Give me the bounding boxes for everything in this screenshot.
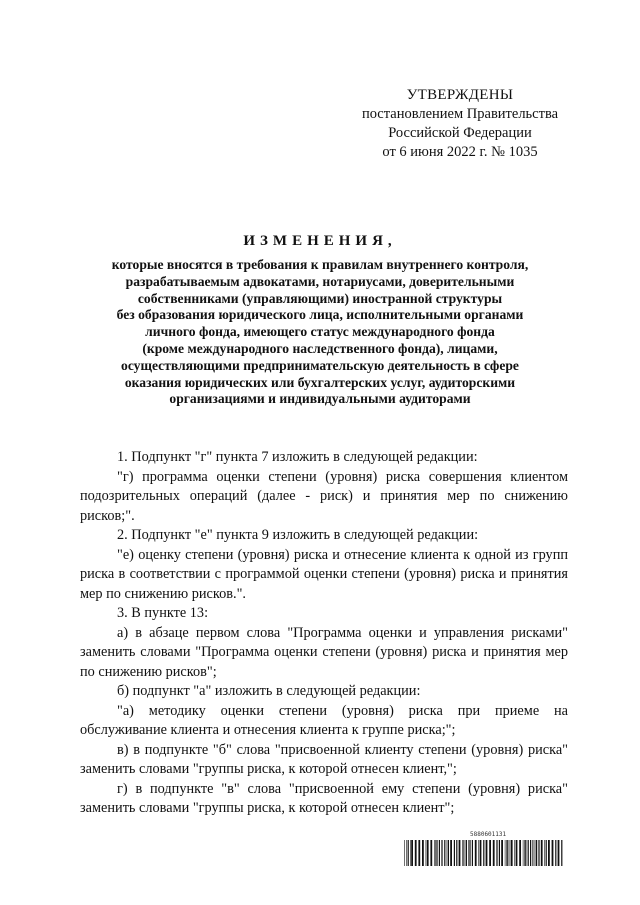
- barcode-bar: [427, 840, 429, 866]
- barcode-bar: [422, 840, 424, 866]
- barcode-bar: [519, 840, 521, 866]
- approval-heading: УТВЕРЖДЕНЫ: [406, 87, 514, 103]
- barcode-bar: [454, 840, 455, 866]
- barcode-bar: [462, 840, 463, 866]
- subtitle-line: без образования юридического лица, исполнительными органами: [116, 307, 524, 323]
- barcode-bar: [506, 840, 507, 866]
- barcode-number: 5880601131: [470, 831, 507, 838]
- paragraph-item-1: 1. Подпункт "г" пункта 7 изложить в следующей редакции:: [117, 449, 478, 465]
- barcode-bar: [493, 840, 495, 866]
- barcode-bar: [411, 840, 413, 866]
- barcode-bar: [544, 840, 545, 866]
- barcode-icon: [404, 840, 564, 866]
- barcode-bar: [499, 840, 500, 866]
- paragraph-item-2: 2. Подпункт "е" пункта 9 изложить в следующей редакции:: [117, 527, 479, 543]
- barcode-bar: [434, 840, 435, 866]
- barcode-bar: [541, 840, 543, 866]
- subtitle-line: которые вносятся в требования к правилам внутреннего контроля,: [111, 257, 529, 272]
- subtitle-line: разрабатываемым адвокатами, нотариусами, доверительными: [125, 273, 515, 289]
- barcode-bar: [450, 840, 452, 866]
- approval-stamp: [340, 86, 580, 162]
- paragraph-item-3v: в) в подпункте "б" слова "присвоенной клиенту степени (уровня) риска" заменить словами "группы риска, к которой отнесен клиент,";: [80, 741, 568, 777]
- document-subtitle: [60, 257, 580, 408]
- barcode-bar: [408, 840, 409, 866]
- barcode-bar: [510, 840, 511, 866]
- barcode-bar: [525, 840, 526, 866]
- barcode-bar: [511, 840, 513, 866]
- barcode-bar: [555, 840, 556, 866]
- barcode-bar: [468, 840, 469, 866]
- barcode-bar: [410, 840, 411, 866]
- barcode-bar: [496, 840, 497, 866]
- subtitle-line: оказания юридических или бухгалтерских услуг, аудиторскими: [124, 374, 516, 390]
- barcode-bar: [534, 840, 535, 866]
- barcode-bar: [483, 840, 484, 866]
- barcode-bar: [532, 840, 533, 866]
- barcode-bar: [426, 840, 427, 866]
- barcode-bar: [507, 840, 508, 866]
- barcode-bar: [524, 840, 525, 866]
- barcode-bar: [538, 840, 539, 866]
- barcode-bar: [530, 840, 531, 866]
- barcode-bar: [561, 840, 562, 866]
- barcode-bar: [448, 840, 449, 866]
- paragraph-item-3: 3. В пункте 13:: [117, 605, 209, 621]
- barcode-bar: [475, 840, 477, 866]
- paragraph-item-3b-text: "а) методику оценки степени (уровня) риска при приеме на обслуживание клиента и отнесения клиента к группе риска;";: [80, 702, 568, 738]
- barcode-bar: [505, 840, 506, 866]
- barcode-bar: [415, 840, 417, 866]
- barcode-bar: [439, 840, 440, 866]
- barcode-bar: [442, 840, 443, 866]
- barcode-bar: [514, 840, 515, 866]
- barcode-bar: [406, 840, 407, 866]
- barcode-bar: [548, 840, 550, 866]
- barcode-bar: [552, 840, 554, 866]
- barcode-bar: [472, 840, 473, 866]
- barcode-bar: [523, 840, 524, 866]
- barcode-bar: [441, 840, 442, 866]
- barcode-bar: [546, 840, 547, 866]
- subtitle-line: (кроме международного наследственного фонда), лицами,: [142, 340, 498, 356]
- barcode-bar: [456, 840, 457, 866]
- paragraph-item-3g: г) в подпункте "в" слова "присвоенной ему степени (уровня) риска" заменить словами "группы риска, к которой отнесен клиент";: [80, 780, 568, 816]
- barcode-bar: [478, 840, 479, 866]
- barcode-bar: [528, 840, 529, 866]
- subtitle-line: личного фонда, имеющего статус международного фонда: [145, 324, 495, 340]
- barcode-bar: [444, 840, 445, 866]
- barcode-bar: [418, 840, 420, 866]
- barcode-bar: [501, 840, 503, 866]
- barcode-bar: [536, 840, 537, 866]
- barcode-bar: [516, 840, 518, 866]
- paragraph-item-3b: б) подпункт "а" изложить в следующей редакции:: [117, 683, 421, 699]
- barcode-bar: [447, 840, 448, 866]
- barcode-bar: [430, 840, 432, 866]
- barcode-bar: [469, 840, 470, 866]
- barcode-bar: [486, 840, 488, 866]
- subtitle-line: осуществляющими предпринимательскую деятельность в сфере: [121, 357, 519, 373]
- barcode-bar: [435, 840, 436, 866]
- barcode-bar: [459, 840, 461, 866]
- barcode-bar: [436, 840, 437, 866]
- barcode-bar: [404, 840, 405, 866]
- barcode-bar: [489, 840, 491, 866]
- barcode-bar: [480, 840, 482, 866]
- approval-line-3: от 6 июня 2022 г. № 1035: [382, 144, 538, 160]
- paragraph-item-1-text: "г) программа оценки степени (уровня) риска совершения клиентом подозрительных операций (далее - риск) и принятия мер по снижению рисков;".: [80, 468, 568, 524]
- document-title: ИЗМЕНЕНИЯ,: [243, 233, 397, 249]
- subtitle-line: собственниками (управляющими) иностранной структуры: [137, 290, 503, 306]
- barcode-bar: [465, 840, 466, 866]
- paragraph-item-2-text: "е) оценку степени (уровня) риска и отнесение клиента к одной из групп риска в соответствии с программой оценки степени (уровня) риска и принятия мер по снижению рисков.".: [80, 546, 568, 602]
- approval-line-1: постановлением Правительства: [361, 106, 559, 122]
- barcode-bar: [463, 840, 464, 866]
- subtitle-line: организациями и индивидуальными аудиторами: [169, 391, 471, 407]
- barcode-bar: [558, 840, 560, 866]
- paragraph-item-3a: а) в абзаце первом слова "Программа оценки и управления рисками" заменить словами "Программа оценки степени (уровня) риска и принятия мер по снижению рисков";: [80, 624, 568, 680]
- barcode-bar: [466, 840, 467, 866]
- barcode-bar: [535, 840, 536, 866]
- document-body: [80, 448, 568, 819]
- approval-line-2: Российской Федерации: [388, 125, 532, 141]
